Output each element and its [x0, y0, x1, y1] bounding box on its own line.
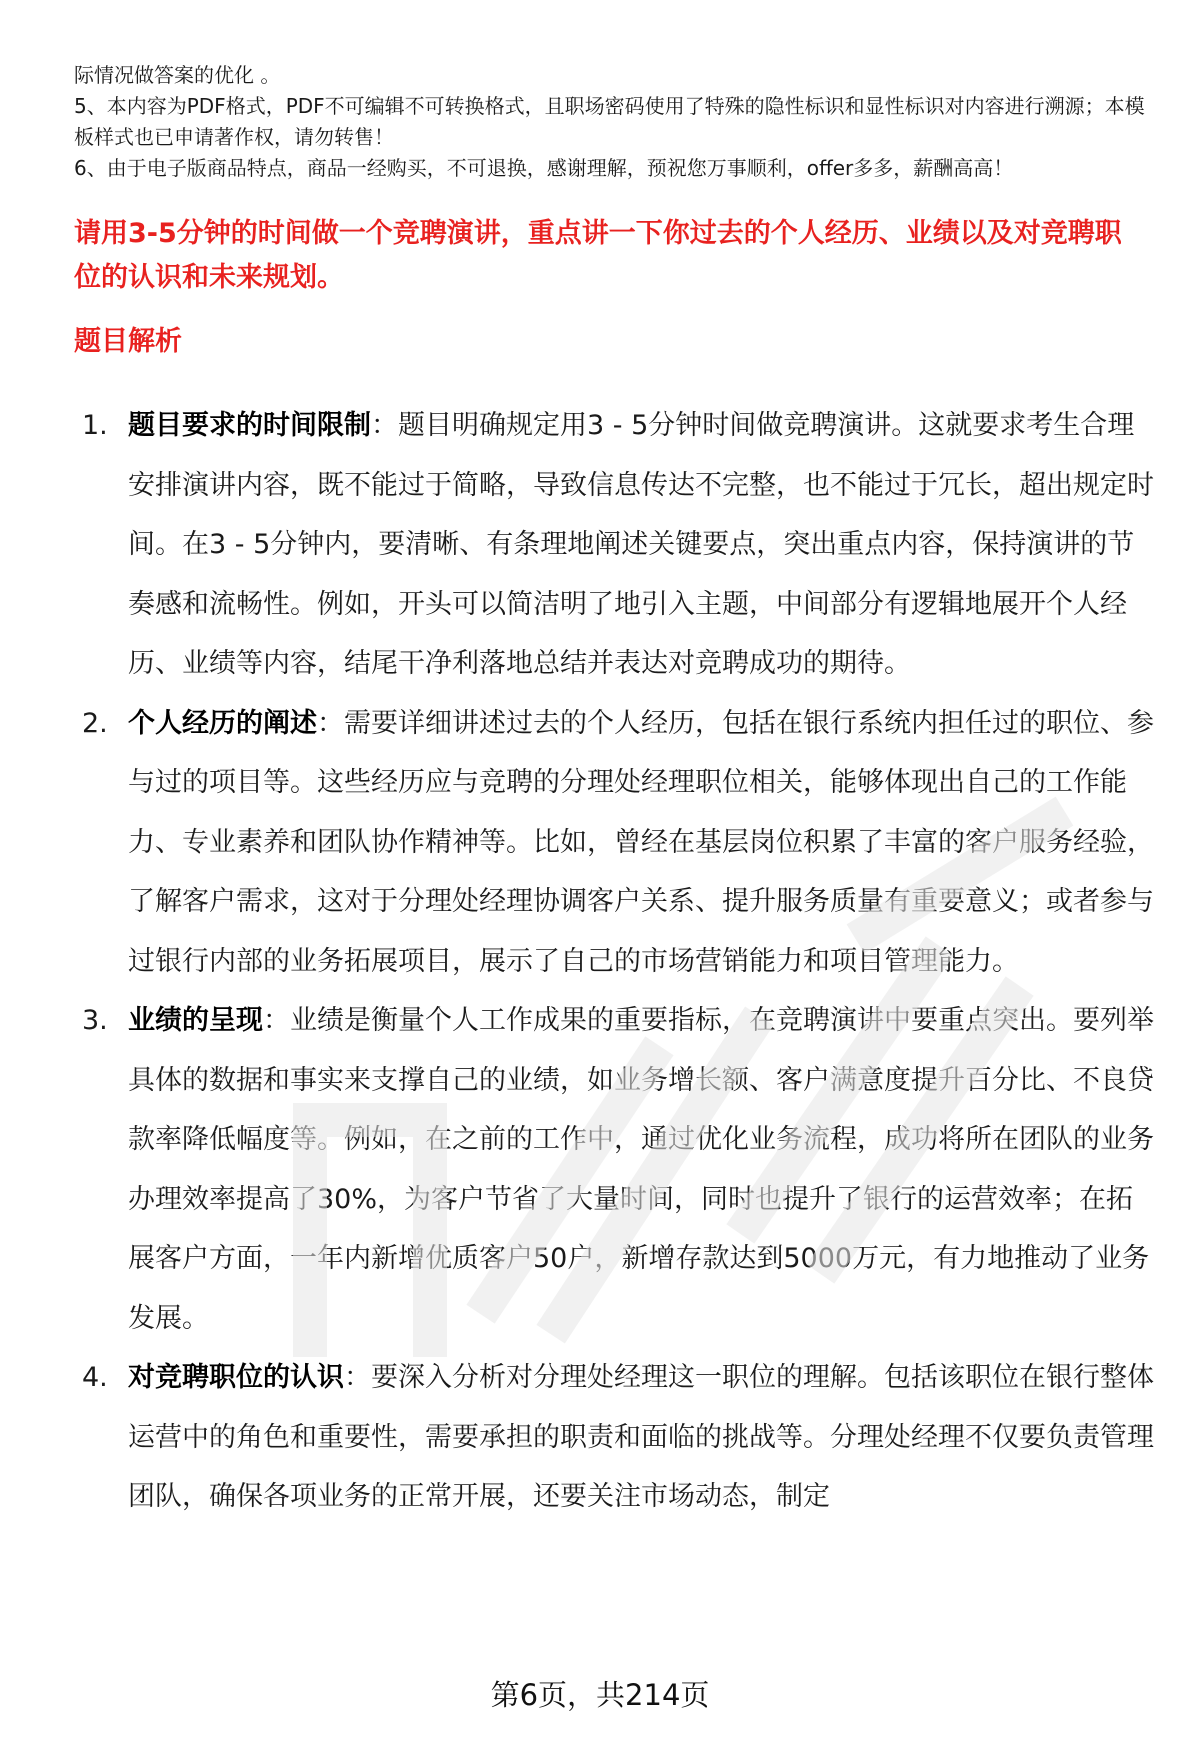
item-number: 3.	[82, 1005, 108, 1036]
analysis-item	[82, 694, 1154, 992]
item-heading: 业绩的呈现	[128, 1005, 263, 1036]
item-heading: 题目要求的时间限制	[128, 410, 371, 441]
item-number: 4.	[82, 1362, 108, 1393]
analysis-list	[82, 396, 1154, 1527]
item-separator: ：	[371, 410, 398, 441]
item-separator: ：	[317, 707, 344, 739]
analysis-item	[82, 991, 1154, 1348]
section-title: 题目解析	[74, 326, 182, 357]
item-body: 业绩是衡量个人工作成果的重要指标，在竞聘演讲中要重点突出。要列举具体的数据和事实来支撑自己的业绩，如业务增长额、客户满意度提升百分比、不良贷款率降低幅度等。例如，在之前的工作中，通过优化业务流程，成功将所在团队的业务办理效率提高了30%，为客户节省了大量时间，同时也提升了银行的运营效率；在拓展客户方面，一年内新增优质客户50户，新增存款达到5000万元，有力地推动了业务发展。	[128, 1005, 1154, 1334]
note-line: 5、本内容为PDF格式，PDF不可编辑不可转换格式，且职场密码使用了特殊的隐性标识和显性标识对内容进行溯源；本模板样式也已申请著作权，请勿转售！	[74, 94, 1145, 149]
notes-block	[74, 60, 1164, 184]
item-separator: ：	[344, 1362, 371, 1393]
item-heading: 个人经历的阐述	[128, 707, 317, 739]
item-body: 题目明确规定用3 - 5分钟时间做竞聘演讲。这就要求考生合理安排演讲内容，既不能过于简略，导致信息传达不完整，也不能过于冗长，超出规定时间。在3 - 5分钟内，要清晰、有条理地阐述关键要点，突出重点内容，保持演讲的节奏感和流畅性。例如，开头可以简洁明了地引入主题，中间部分有逻辑地展开个人经历、业绩等内容，结尾干净利落地总结并表达对竞聘成功的期待。	[128, 410, 1154, 679]
item-heading: 对竞聘职位的认识	[128, 1362, 344, 1393]
analysis-item	[82, 1348, 1154, 1527]
item-separator: ：	[263, 1005, 290, 1036]
question-heading: 请用3-5分钟的时间做一个竞聘演讲，重点讲一下你过去的个人经历、业绩以及对竞聘职位的认识和未来规划。	[74, 218, 1122, 293]
page-footer: 第6页，共214页	[490, 1678, 710, 1712]
item-number: 2.	[82, 707, 108, 739]
item-number: 1.	[82, 410, 108, 441]
note-line: 际情况做答案的优化 。	[74, 63, 281, 87]
item-body: 需要详细讲述过去的个人经历，包括在银行系统内担任过的职位、参与过的项目等。这些经历应与竞聘的分理处经理职位相关，能够体现出自己的工作能力、专业素养和团队协作精神等。比如，曾经在基层岗位积累了丰富的客户服务经验，了解客户需求，这对于分理处经理协调客户关系、提升服务质量有重要意义；或者参与过银行内部的业务拓展项目，展示了自己的市场营销能力和项目管理能力。	[128, 707, 1154, 977]
analysis-item	[82, 396, 1154, 694]
note-line: 6、由于电子版商品特点，商品一经购买，不可退换，感谢理解，预祝您万事顺利，offer多多，薪酬高高！	[74, 156, 1014, 180]
item-body: 要深入分析对分理处经理这一职位的理解。包括该职位在银行整体运营中的角色和重要性，需要承担的职责和面临的挑战等。分理处经理不仅要负责管理团队，确保各项业务的正常开展，还要关注市场动态，制定	[128, 1362, 1154, 1512]
